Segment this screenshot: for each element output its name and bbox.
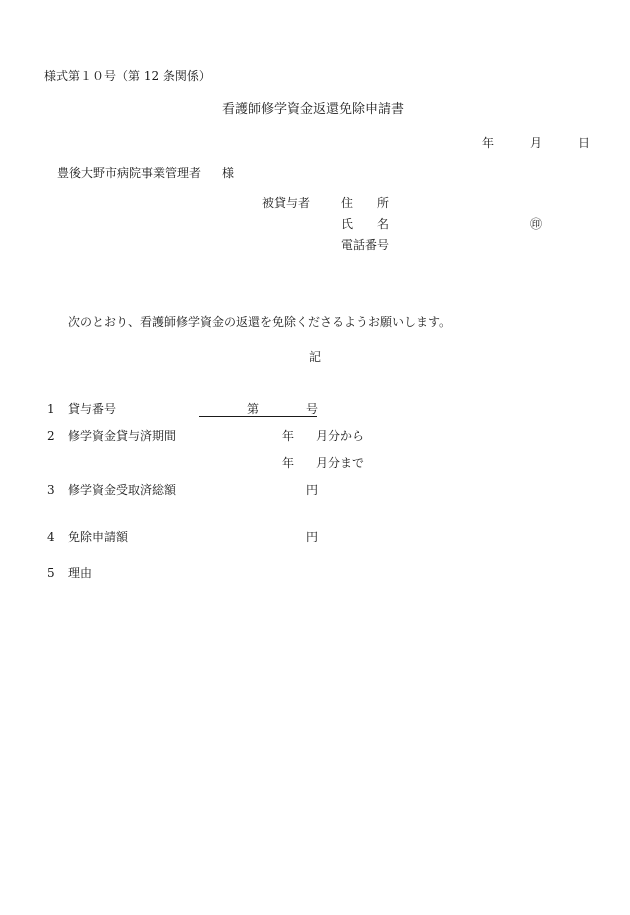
period-from-month: 月分から [316, 429, 365, 443]
addressee-name: 豊後大野市病院事業管理者 [57, 166, 202, 180]
document-title: 看護師修学資金返還免除申請書 [222, 102, 405, 117]
item-number: 1 [47, 402, 55, 416]
request-text: 次のとおり、看護師修学資金の返還を免除くださるようお願いします。 [68, 315, 452, 329]
item-number: 5 [47, 566, 55, 580]
loan-number-underline [199, 416, 317, 417]
period-to-month: 月分まで [316, 456, 365, 470]
note-heading: 記 [309, 350, 322, 364]
period-from-year: 年 [282, 429, 295, 443]
name-label: 氏 名 [341, 217, 390, 231]
date-day-label: 日 [578, 136, 591, 150]
date-month-label: 月 [530, 136, 543, 150]
address-label: 住 所 [341, 196, 390, 210]
item-label-loan-number: 貸与番号 [68, 402, 117, 416]
form-number: 様式第１０号（第 12 条関係） [44, 69, 211, 83]
item-number: 2 [47, 429, 55, 443]
item-label-loan-period: 修学資金貸与済期間 [68, 429, 177, 443]
received-total-unit: 円 [306, 483, 319, 497]
item-number: 3 [47, 483, 55, 497]
item-label-exemption-amount: 免除申請額 [68, 530, 129, 544]
item-label-received-total: 修学資金受取済総額 [68, 483, 177, 497]
loan-number-dai: 第 [247, 402, 260, 416]
item-label-reason: 理由 [68, 566, 93, 580]
exemption-amount-unit: 円 [306, 530, 319, 544]
phone-label: 電話番号 [341, 238, 390, 252]
period-to-year: 年 [282, 456, 295, 470]
addressee-honorific: 様 [222, 166, 235, 180]
seal-mark: ㊞ [530, 217, 543, 231]
date-year-label: 年 [482, 136, 495, 150]
loan-number-go: 号 [306, 402, 319, 416]
borrower-label: 被貸与者 [262, 196, 311, 210]
item-number: 4 [47, 530, 55, 544]
